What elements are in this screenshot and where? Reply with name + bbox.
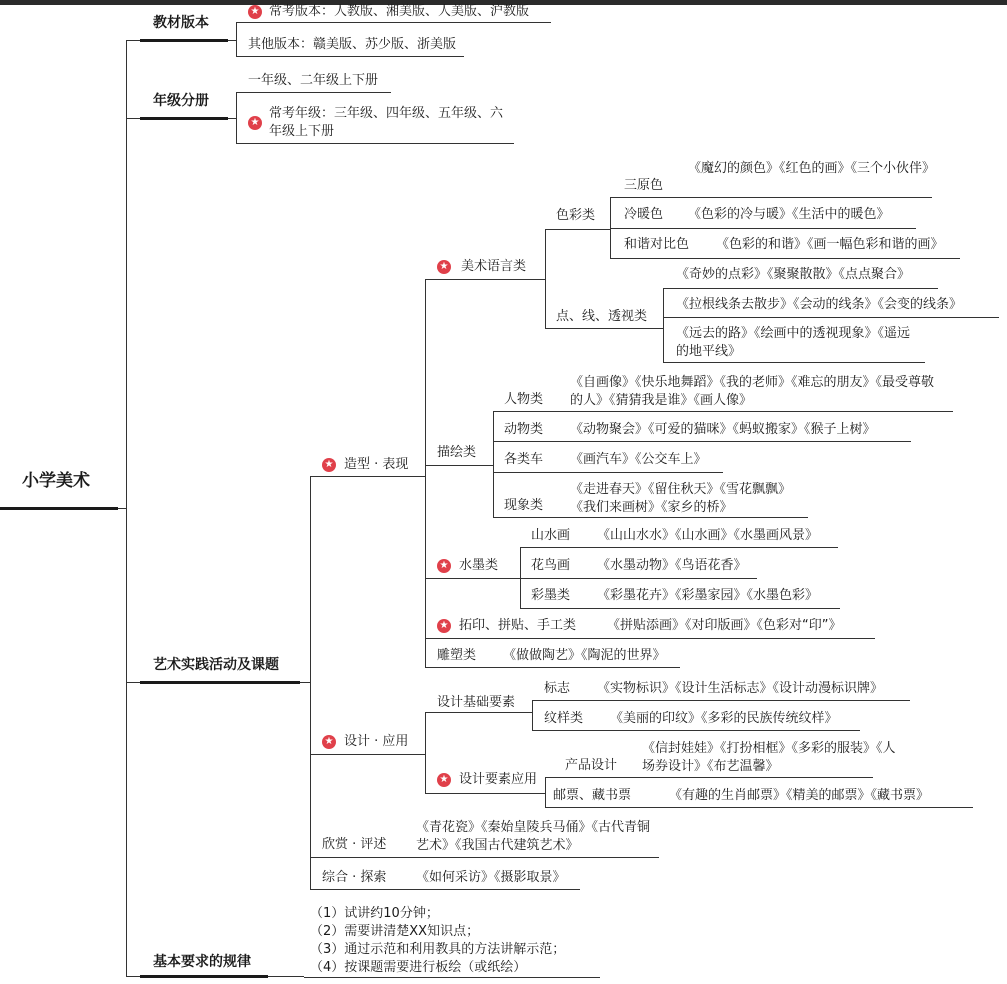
underline-grade [140,117,228,120]
branch-line [545,777,546,807]
underline [545,807,973,808]
underline [545,229,610,230]
yingyong-lessons-0: 《信封娃娃》《打扮相框》《多彩的服装》《人场券设计》《布艺温馨》 [642,741,896,774]
node-zonghe: 综合 · 探索 [322,870,387,885]
underline [610,197,932,198]
underline [425,638,875,639]
branch-line [236,22,237,56]
node-meishu: 美术语言类 [461,259,527,274]
underline [236,92,391,93]
underline [236,143,514,144]
rules-item-2: （3）通过示范和利用教具的方法讲解示范； [310,942,566,957]
secai-lessons-1: 《色彩的冷与暖》《生活中的暖色》 [688,207,890,222]
node-zaoxing: 造型 · 表现 [344,457,409,472]
underline [425,465,493,466]
miaohui-lessons-3: 《走进春天》《留住秋天》《雪花飘飘》《我们来画树》《家乡的桥》 [570,482,792,515]
shuimo-label-0: 山水画 [531,528,571,543]
branch-line [236,92,237,143]
node-miaohui: 描绘类 [437,445,477,460]
branch-line [126,40,140,41]
star-icon: ★ [437,260,451,274]
shuimo-label-2: 彩墨类 [531,588,571,603]
xinshang-lessons: 《青花瓷》《秦始皇陵兵马俑》《古代青铜艺术》《我国古代建筑艺术》 [416,820,651,853]
underline [493,472,723,473]
star-icon: ★ [322,735,336,749]
branch-line [663,288,664,362]
miaohui-label-3: 现象类 [504,498,544,513]
underline [425,667,680,668]
node-secai: 色彩类 [556,208,596,223]
underline [304,977,600,978]
diaosu-lessons: 《做做陶艺》《陶泥的世界》 [503,648,666,663]
star-icon: ★ [322,458,336,472]
underline-practice [140,681,300,684]
underline [236,56,464,57]
trunk-link [118,508,126,509]
underline [663,362,925,363]
yingyong-lessons-1: 《有趣的生肖邮票》《精美的邮票》《藏书票》 [669,788,930,803]
miaohui-label-2: 各类车 [504,452,544,467]
underline [520,547,838,548]
underline [310,754,425,755]
underline [425,793,545,794]
node-dianxian: 点、线、透视类 [556,309,648,324]
secai-label-0: 三原色 [624,178,664,193]
textbook-other: 其他版本：赣美版、苏少版、浙美版 [248,37,457,52]
miaohui-lessons-2: 《画汽车》《公交车上》 [570,452,707,467]
dianxian-lessons-2: 《远去的路》《绘画中的透视现象》《遥远的地平线》 [676,326,911,359]
underline [425,712,532,713]
underline-rules [140,975,268,978]
jichu-lessons-0: 《实物标识》《设计生活标志》《设计动漫标识牌》 [597,681,884,696]
underline [610,258,960,259]
underline [520,608,840,609]
node-sheji: 设计 · 应用 [344,734,409,749]
underline [236,22,551,23]
underline [493,517,808,518]
underline [545,777,873,778]
miaohui-lessons-0: 《自画像》《快乐地舞蹈》《我的老师》《难忘的朋友》《最受尊敬的人》《猜猜我是谁》《画人像》 [570,375,935,408]
branch-line [300,682,310,683]
underline [532,700,910,701]
shuimo-lessons-1: 《水墨动物》《鸟语花香》 [597,558,747,573]
branch-line [228,118,236,119]
node-tuoyin: 拓印、拼贴、手工类 [459,618,577,633]
miaohui-label-1: 动物类 [504,422,544,437]
rules-item-0: （1）试讲约10分钟； [310,906,439,921]
node-practice: 艺术实践活动及课题 [153,657,279,673]
miaohui-label-0: 人物类 [504,392,544,407]
underline [425,279,545,280]
underline [310,857,659,858]
tuoyin-lessons: 《拼贴添画》《对印版画》《色彩对“印”》 [607,618,842,633]
branch-line [545,229,546,328]
branch-line [425,279,426,667]
shuimo-lessons-0: 《山山水水》《山水画》《水墨画风景》 [597,528,819,543]
star-icon: ★ [437,619,451,633]
yingyong-label-1: 邮票、藏书票 [553,788,632,803]
underline [532,730,860,731]
star-icon: ★ [437,773,451,787]
star-icon: ★ [437,559,451,573]
grade-common: 常考年级：三年级、四年级、五年级、六年级上下册 [269,106,504,139]
branch-line [126,976,140,977]
branch-line [310,476,311,890]
yingyong-label-0: 产品设计 [565,758,618,773]
underline [425,578,520,579]
node-diaosu: 雕塑类 [437,648,477,663]
underline [663,288,938,289]
secai-lessons-2: 《色彩的和谐》《画一幅色彩和谐的画》 [716,237,944,252]
textbook-common: 常考版本：人教版、湘美版、人美版、沪教版 [269,4,530,19]
secai-lessons-0: 《魔幻的颜色》《红色的画》《三个小伙伴》 [688,161,936,176]
node-shuimo: 水墨类 [459,558,499,573]
underline [545,328,663,329]
shuimo-label-1: 花鸟画 [531,558,571,573]
root-node: 小学美术 [22,471,90,491]
underline [663,317,999,318]
zonghe-lessons: 《如何采访》《摄影取景》 [416,870,566,885]
underline [310,889,580,890]
underline [493,441,911,442]
branch-line [126,118,140,119]
node-xinshang: 欣赏 · 评述 [322,837,387,852]
root-underline [0,507,118,510]
underline-textbook [140,39,228,42]
node-jichu: 设计基础要素 [437,695,516,710]
secai-label-1: 冷暖色 [624,207,664,222]
node-rules: 基本要求的规律 [153,954,251,970]
miaohui-lessons-1: 《动物聚会》《可爱的猫咪》《蚂蚁搬家》《猴子上树》 [570,422,876,437]
star-icon: ★ [248,116,262,130]
dianxian-lessons-1: 《拉根线条去散步》《会动的线条》《会变的线条》 [676,297,963,312]
rules-item-1: （2）需要讲清楚XX知识点； [310,924,480,939]
secai-label-2: 和谐对比色 [624,237,690,252]
shuimo-lessons-2: 《彩墨花卉》《彩墨家园》《水墨色彩》 [597,588,819,603]
node-textbook: 教材版本 [153,15,209,31]
trunk-line [126,40,127,977]
underline [310,476,425,477]
branch-line [425,712,426,793]
jichu-lessons-1: 《美丽的印纹》《多彩的民族传统纹样》 [610,711,838,726]
branch-line [228,40,236,41]
branch-line [126,682,140,683]
jichu-label-1: 纹样类 [544,711,584,726]
node-grade: 年级分册 [153,93,209,109]
dianxian-lessons-0: 《奇妙的点彩》《聚聚散散》《点点聚合》 [676,267,911,282]
underline [610,228,916,229]
underline [493,411,953,412]
branch-line [493,411,494,517]
node-yingyong: 设计要素应用 [459,772,538,787]
jichu-label-0: 标志 [544,681,571,696]
branch-line [532,700,533,730]
underline [520,578,757,579]
branch-line [268,976,304,977]
star-icon: ★ [248,5,262,19]
rules-item-3: （4）按课题需要进行板绘（或纸绘） [310,960,527,975]
grade-g12: 一年级、二年级上下册 [248,73,379,88]
